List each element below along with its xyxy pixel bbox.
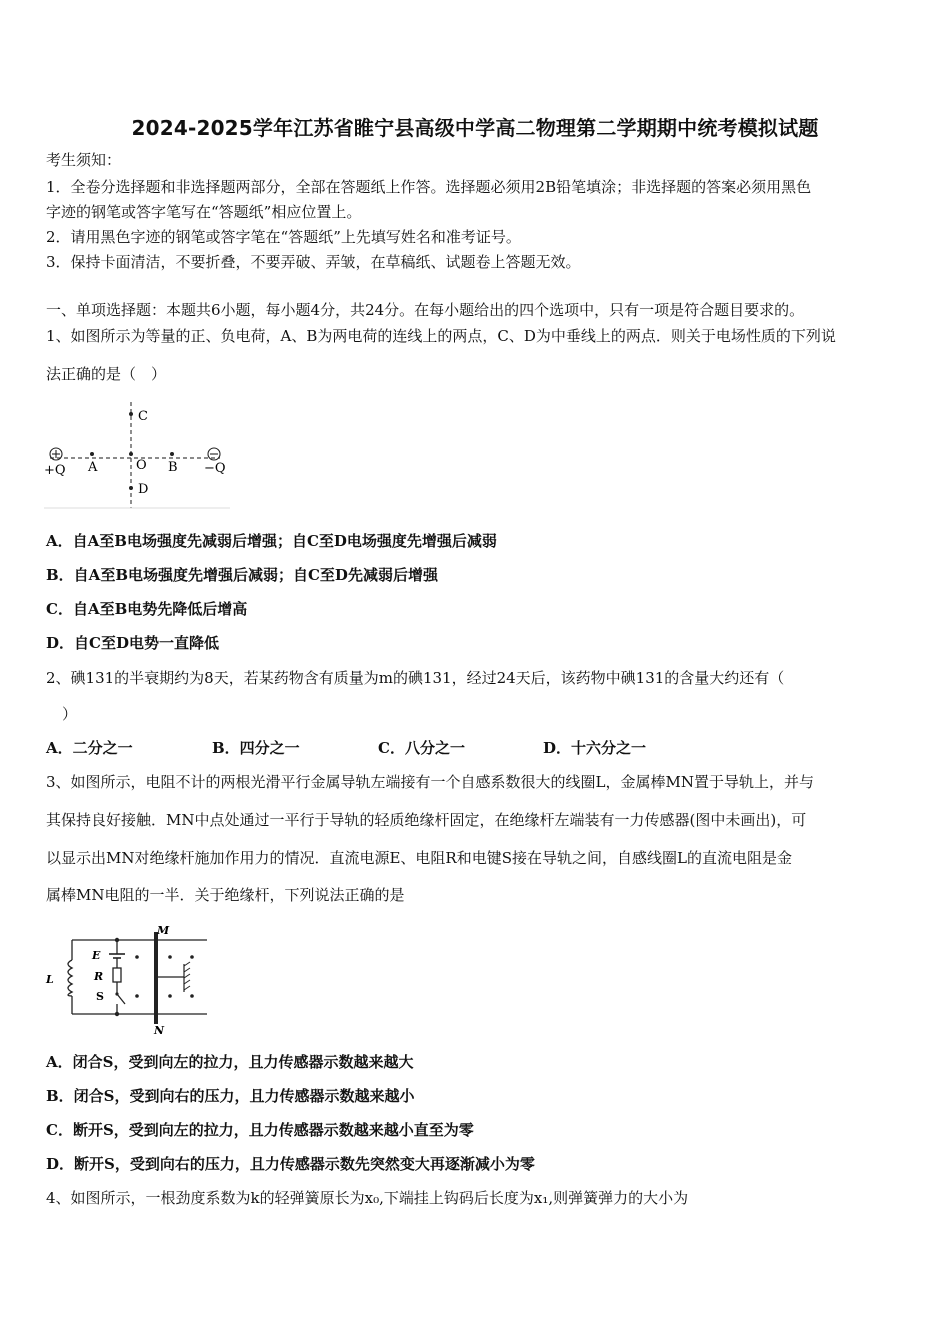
label-r: R <box>94 970 104 983</box>
question-3-stem: 3、如图所示，电阻不计的两根光滑平行金属导轨左端接有一个自感系数很大的线圈L，金属棒MN置于导轨上，并与 <box>46 773 814 791</box>
section-heading: 一、单项选择题：本题共6小题，每小题4分，共24分。在每小题给出的四个选项中，只有一项是符合题目要求的。 <box>46 301 805 319</box>
label-c: C <box>138 409 148 424</box>
question-1-stem-cont: 法正确的是（ ） <box>46 365 167 383</box>
label-n: N <box>154 1024 165 1035</box>
question-1-option: B．自A至B电场强度先增强后减弱；自C至D先减弱后增强 <box>46 566 438 584</box>
point-a <box>90 452 94 456</box>
inductor-coil <box>68 960 72 996</box>
question-3-option: B．闭合S，受到向右的压力，且力传感器示数越来越小 <box>46 1087 415 1105</box>
notice-item: 3．保持卡面清洁，不要折叠，不要弄破、弄皱，在草稿纸、试题卷上答题无效。 <box>46 253 581 271</box>
resistor <box>113 968 121 982</box>
notice-item: 2．请用黑色字迹的钢笔或答字笔在“答题纸”上先填写姓名和准考证号。 <box>46 228 521 246</box>
point-o <box>129 452 133 456</box>
circuit-figure <box>42 920 212 1035</box>
label-m: M <box>157 924 170 937</box>
question-2-option: D．十六分之一 <box>543 739 647 757</box>
question-2-option: C．八分之一 <box>378 739 465 757</box>
notice-item: 字迹的钢笔或答字笔写在“答题纸”相应位置上。 <box>46 203 362 221</box>
label-o: O <box>136 458 147 473</box>
question-3-stem: 以显示出MN对绝缘杆施加作用力的情况．直流电源E、电阻R和电键S接在导轨之间，自感线圈L的直流电阻是金 <box>46 849 792 867</box>
question-3-option: C．断开S，受到向左的拉力，且力传感器示数越来越小直至为零 <box>46 1121 474 1139</box>
label-minus-q: −Q <box>204 461 226 476</box>
page-title: 2024-2025学年江苏省睢宁县高级中学高二物理第二学期期中统考模拟试题 <box>131 116 819 140</box>
label-a: A <box>88 460 98 475</box>
question-1-stem: 1、如图所示为等量的正、负电荷，A、B为两电荷的连线上的两点，C、D为中垂线上的两点．则关于电场性质的下列说 <box>46 327 836 345</box>
question-3-stem: 其保持良好接触．MN中点处通过一平行于导轨的轻质绝缘杆固定，在绝缘杆左端装有一力传感器(图中未画出)，可 <box>46 811 807 829</box>
question-2-stem-cont: ） <box>62 705 78 723</box>
point-b <box>170 452 174 456</box>
label-e: E <box>92 949 101 962</box>
label-s: S <box>96 990 104 1003</box>
label-b: B <box>168 460 178 475</box>
question-2-stem: 2、碘131的半衰期约为8天，若某药物含有质量为m的碘131，经过24天后，该药物中碘131的含量大约还有（ <box>46 669 785 687</box>
point-c <box>129 412 133 416</box>
question-3-stem: 属棒MN电阻的一半．关于绝缘杆，下列说法正确的是 <box>46 886 405 904</box>
question-2-option: A．二分之一 <box>46 739 133 757</box>
label-plus-q: +Q <box>44 463 66 478</box>
question-1-option: A．自A至B电场强度先减弱后增强；自C至D电场强度先增强后减弱 <box>46 532 497 550</box>
question-4-stem: 4、如图所示，一根劲度系数为k的轻弹簧原长为x₀,下端挂上钩码后长度为x₁,则弹簧弹力的大小为 <box>46 1189 689 1207</box>
notice-heading: 考生须知： <box>46 151 122 169</box>
question-1-option: D．自C至D电势一直降低 <box>46 634 219 652</box>
question-2-option: B．四分之一 <box>212 739 300 757</box>
label-d: D <box>138 482 149 497</box>
question-3-option: A．闭合S，受到向左的拉力，且力传感器示数越来越大 <box>46 1053 414 1071</box>
charges-figure <box>40 396 240 514</box>
question-1-option: C．自A至B电势先降低后增高 <box>46 600 248 618</box>
point-d <box>129 486 133 490</box>
metal-rod <box>154 932 158 1024</box>
notice-item: 1．全卷分选择题和非选择题两部分，全部在答题纸上作答。选择题必须用2B铅笔填涂；非选择题的答案必须用黑色 <box>46 178 812 196</box>
question-3-option: D．断开S，受到向右的压力，且力传感器示数先突然变大再逐渐减小为零 <box>46 1155 535 1173</box>
label-l: L <box>46 973 54 986</box>
